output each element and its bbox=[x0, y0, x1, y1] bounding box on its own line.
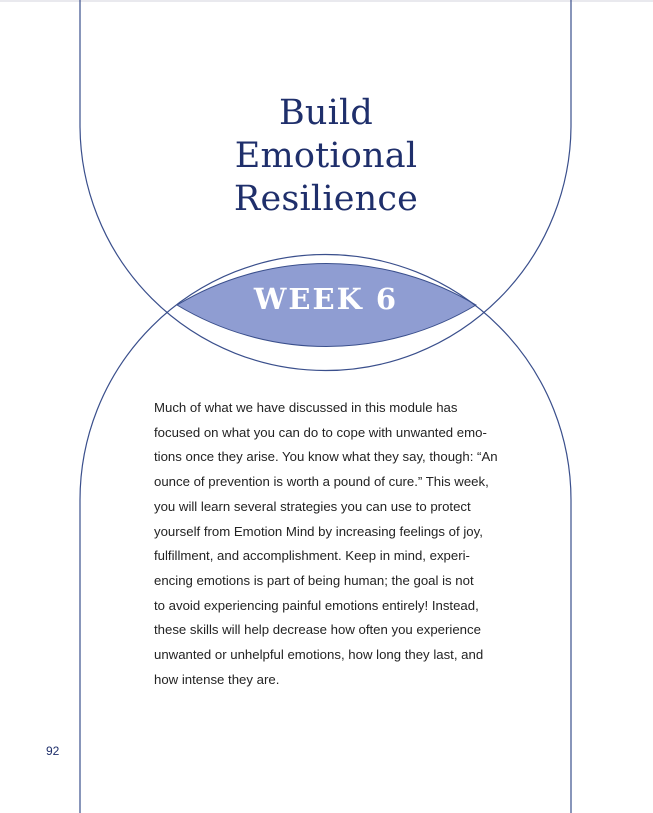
body-line: encing emotions is part of being human; the goal is not bbox=[154, 572, 474, 588]
body-line: to avoid experiencing painful emotions entirely! Instead, bbox=[154, 597, 479, 613]
title-line: Build bbox=[278, 93, 374, 133]
body-line: Much of what we have discussed in this module has bbox=[154, 400, 458, 415]
body-line: how intense they are. bbox=[154, 671, 280, 687]
body-line: unwanted or unhelpful emotions, how long they last, and bbox=[154, 647, 484, 663]
page-number: 92 bbox=[46, 744, 60, 758]
body-line: yourself from Emotion Mind by increasing feelings of joy, bbox=[154, 523, 483, 539]
body-line: these skills will help decrease how often you experience bbox=[154, 622, 481, 638]
body-line: focused on what you can do to cope with unwanted emo- bbox=[154, 424, 487, 440]
body-line: fulfillment, and accomplishment. Keep in mind, experi- bbox=[154, 548, 470, 564]
body-paragraph bbox=[154, 396, 499, 692]
title-line: Resilience bbox=[233, 179, 419, 219]
body-line: you will learn several strategies you can use to protect bbox=[154, 498, 471, 514]
chapter-title bbox=[180, 92, 472, 221]
body-line: tions once they arise. You know what they say, though: “An bbox=[154, 449, 498, 465]
body-line: ounce of prevention is worth a pound of cure.” This week, bbox=[154, 474, 489, 490]
week-label: WEEK 6 bbox=[253, 282, 399, 316]
title-line: Emotional bbox=[234, 136, 418, 176]
